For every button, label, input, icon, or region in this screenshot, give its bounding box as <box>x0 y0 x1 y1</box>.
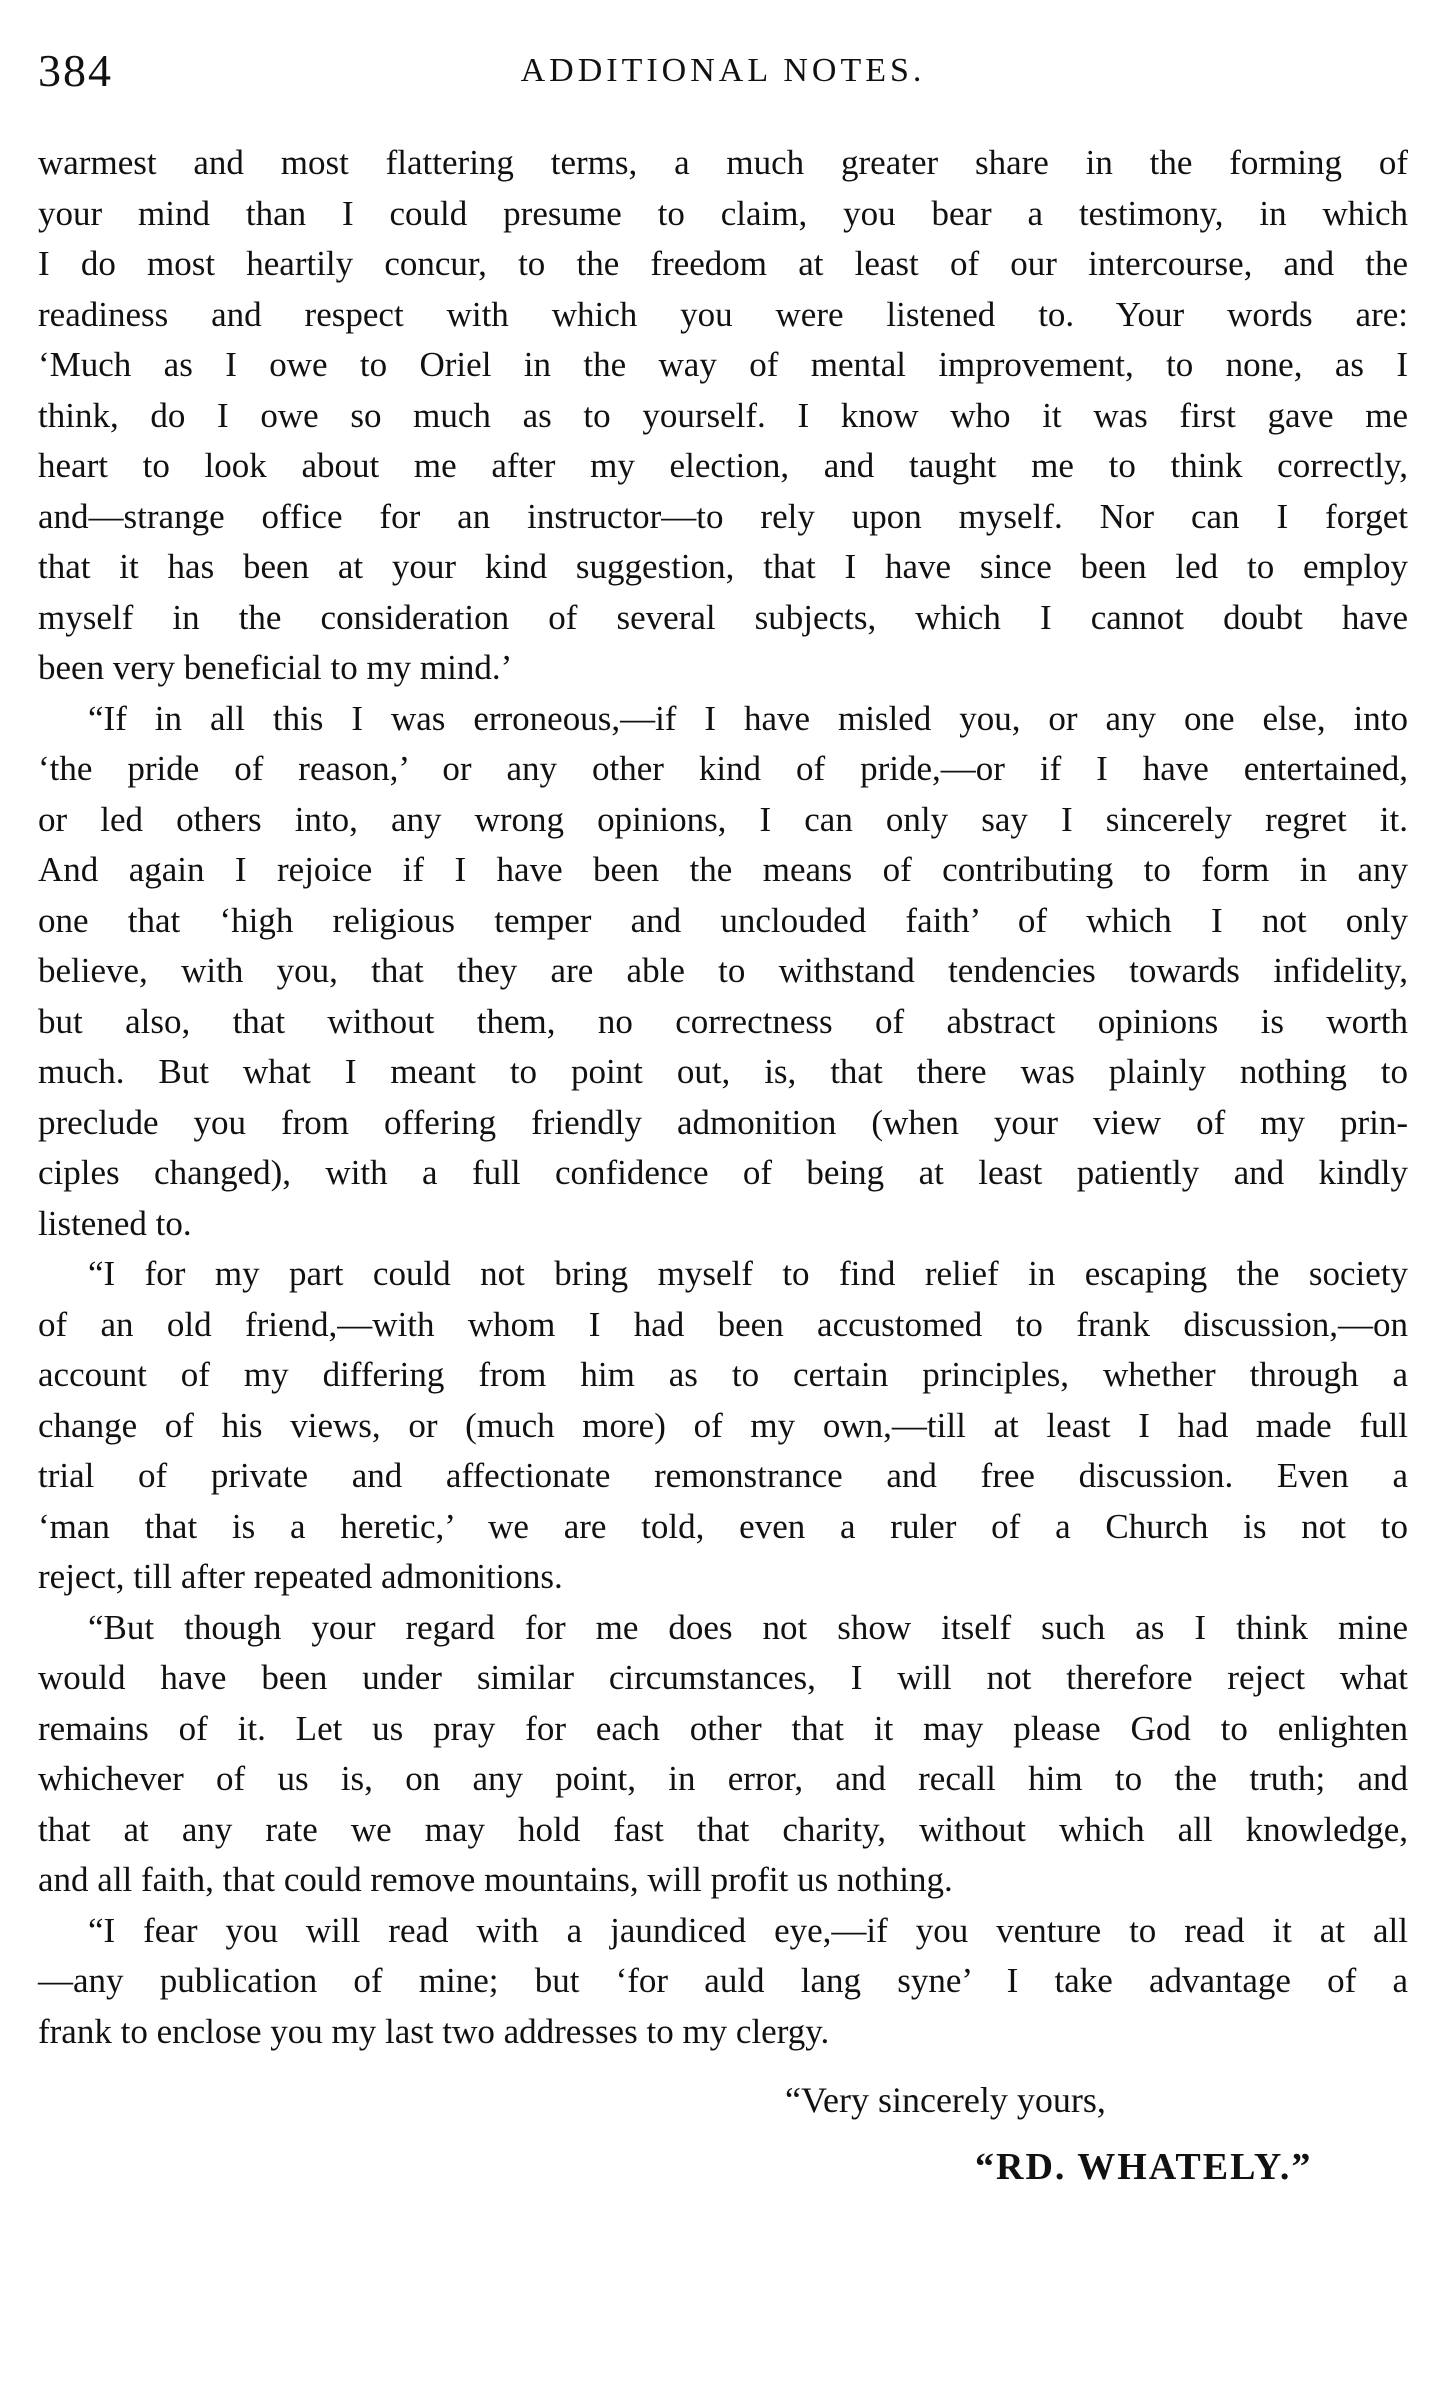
text-line: of an old friend,—with whom I had been accustomed to frank discussion,—on <box>38 1304 1408 1344</box>
text-line: readiness and respect with which you were listened to. Your words are: <box>38 294 1408 334</box>
text-line: and all faith, that could remove mountains, will profit us nothing. <box>38 1860 953 1899</box>
text-line: trial of private and affectionate remonstrance and free discussion. Even a <box>38 1456 1408 1495</box>
text-line: ‘man that is a heretic,’ we are told, even a ruler of a Church is not to <box>38 1506 1408 1546</box>
text-line: much. But what I meant to point out, is, that there was plainly nothing to <box>38 1052 1408 1091</box>
page-header <box>38 36 1408 106</box>
text-line: account of my differing from him as to certain principles, whether through a <box>38 1355 1408 1394</box>
text-line: “I fear you will read with a jaundiced eye,—if you venture to read it at all <box>88 1910 1408 1950</box>
text-line: whichever of us is, on any point, in error, and recall him to the truth; and <box>38 1759 1408 1798</box>
text-line: “I for my part could not bring myself to find relief in escaping the society <box>88 1254 1408 1293</box>
text-line: myself in the consideration of several subjects, which I cannot doubt have <box>38 597 1408 637</box>
text-line: ‘Much as I owe to Oriel in the way of mental improvement, to none, as I <box>38 345 1408 384</box>
text-line: I do most heartily concur, to the freedom at least of our intercourse, and the <box>38 244 1408 283</box>
text-line: and—strange office for an instructor—to rely upon myself. Nor can I forget <box>38 496 1408 536</box>
text-line: “If in all this I was erroneous,—if I have misled you, or any one else, into <box>88 698 1408 738</box>
letter-body <box>38 138 1408 2057</box>
text-line: that it has been at your kind suggestion, that I have since been led to employ <box>38 547 1408 586</box>
text-line: remains of it. Let us pray for each other that it may please God to enlighten <box>38 1708 1408 1748</box>
text-line: reject, till after repeated admonitions. <box>38 1557 563 1596</box>
page-number: 384 <box>38 45 113 96</box>
text-line: warmest and most flattering terms, a much greater share in the forming of <box>38 143 1408 182</box>
text-line: your mind than I could presume to claim, you bear a testimony, in which <box>38 193 1408 233</box>
text-line: “But though your regard for me does not show itself such as I think mine <box>88 1607 1408 1647</box>
text-line: listened to. <box>38 1203 192 1243</box>
signature: “RD. WHATELY.” <box>975 2146 1313 2188</box>
text-line: preclude you from offering friendly admonition (when your view of my prin- <box>38 1102 1408 1142</box>
text-line: —any publication of mine; but ‘for auld lang syne’ I take advantage of a <box>38 1961 1408 2000</box>
text-line: or led others into, any wrong opinions, I can only say I sincerely regret it. <box>38 799 1408 839</box>
text-line: but also, that without them, no correctness of abstract opinions is worth <box>38 1001 1408 1041</box>
text-line: one that ‘high religious temper and unclouded faith’ of which I not only <box>38 900 1408 940</box>
letter-signoff <box>0 2075 1444 2215</box>
text-line: heart to look about me after my election, and taught me to think correctly, <box>38 446 1408 485</box>
text-line: frank to enclose you my last two addresses to my clergy. <box>38 2011 830 2051</box>
closing-line: “Very sincerely yours, <box>785 2080 1106 2120</box>
text-line: think, do I owe so much as to yourself. I know who it was first gave me <box>38 395 1408 435</box>
text-line: ciples changed), with a full confidence of being at least patiently and kindly <box>38 1153 1408 1192</box>
text-line: change of his views, or (much more) of my own,—till at least I had made full <box>38 1405 1408 1445</box>
text-line: ‘the pride of reason,’ or any other kind of pride,—or if I have entertained, <box>38 749 1408 788</box>
text-line: And again I rejoice if I have been the means of contributing to form in any <box>38 850 1408 889</box>
text-line: would have been under similar circumstances, I will not therefore reject what <box>38 1658 1408 1697</box>
text-line: that at any rate we may hold fast that charity, without which all knowledge, <box>38 1809 1408 1849</box>
text-line: believe, with you, that they are able to withstand tendencies towards infidelity, <box>38 951 1408 990</box>
text-line: been very beneficial to my mind.’ <box>38 648 513 687</box>
running-head: ADDITIONAL NOTES. <box>520 52 926 89</box>
